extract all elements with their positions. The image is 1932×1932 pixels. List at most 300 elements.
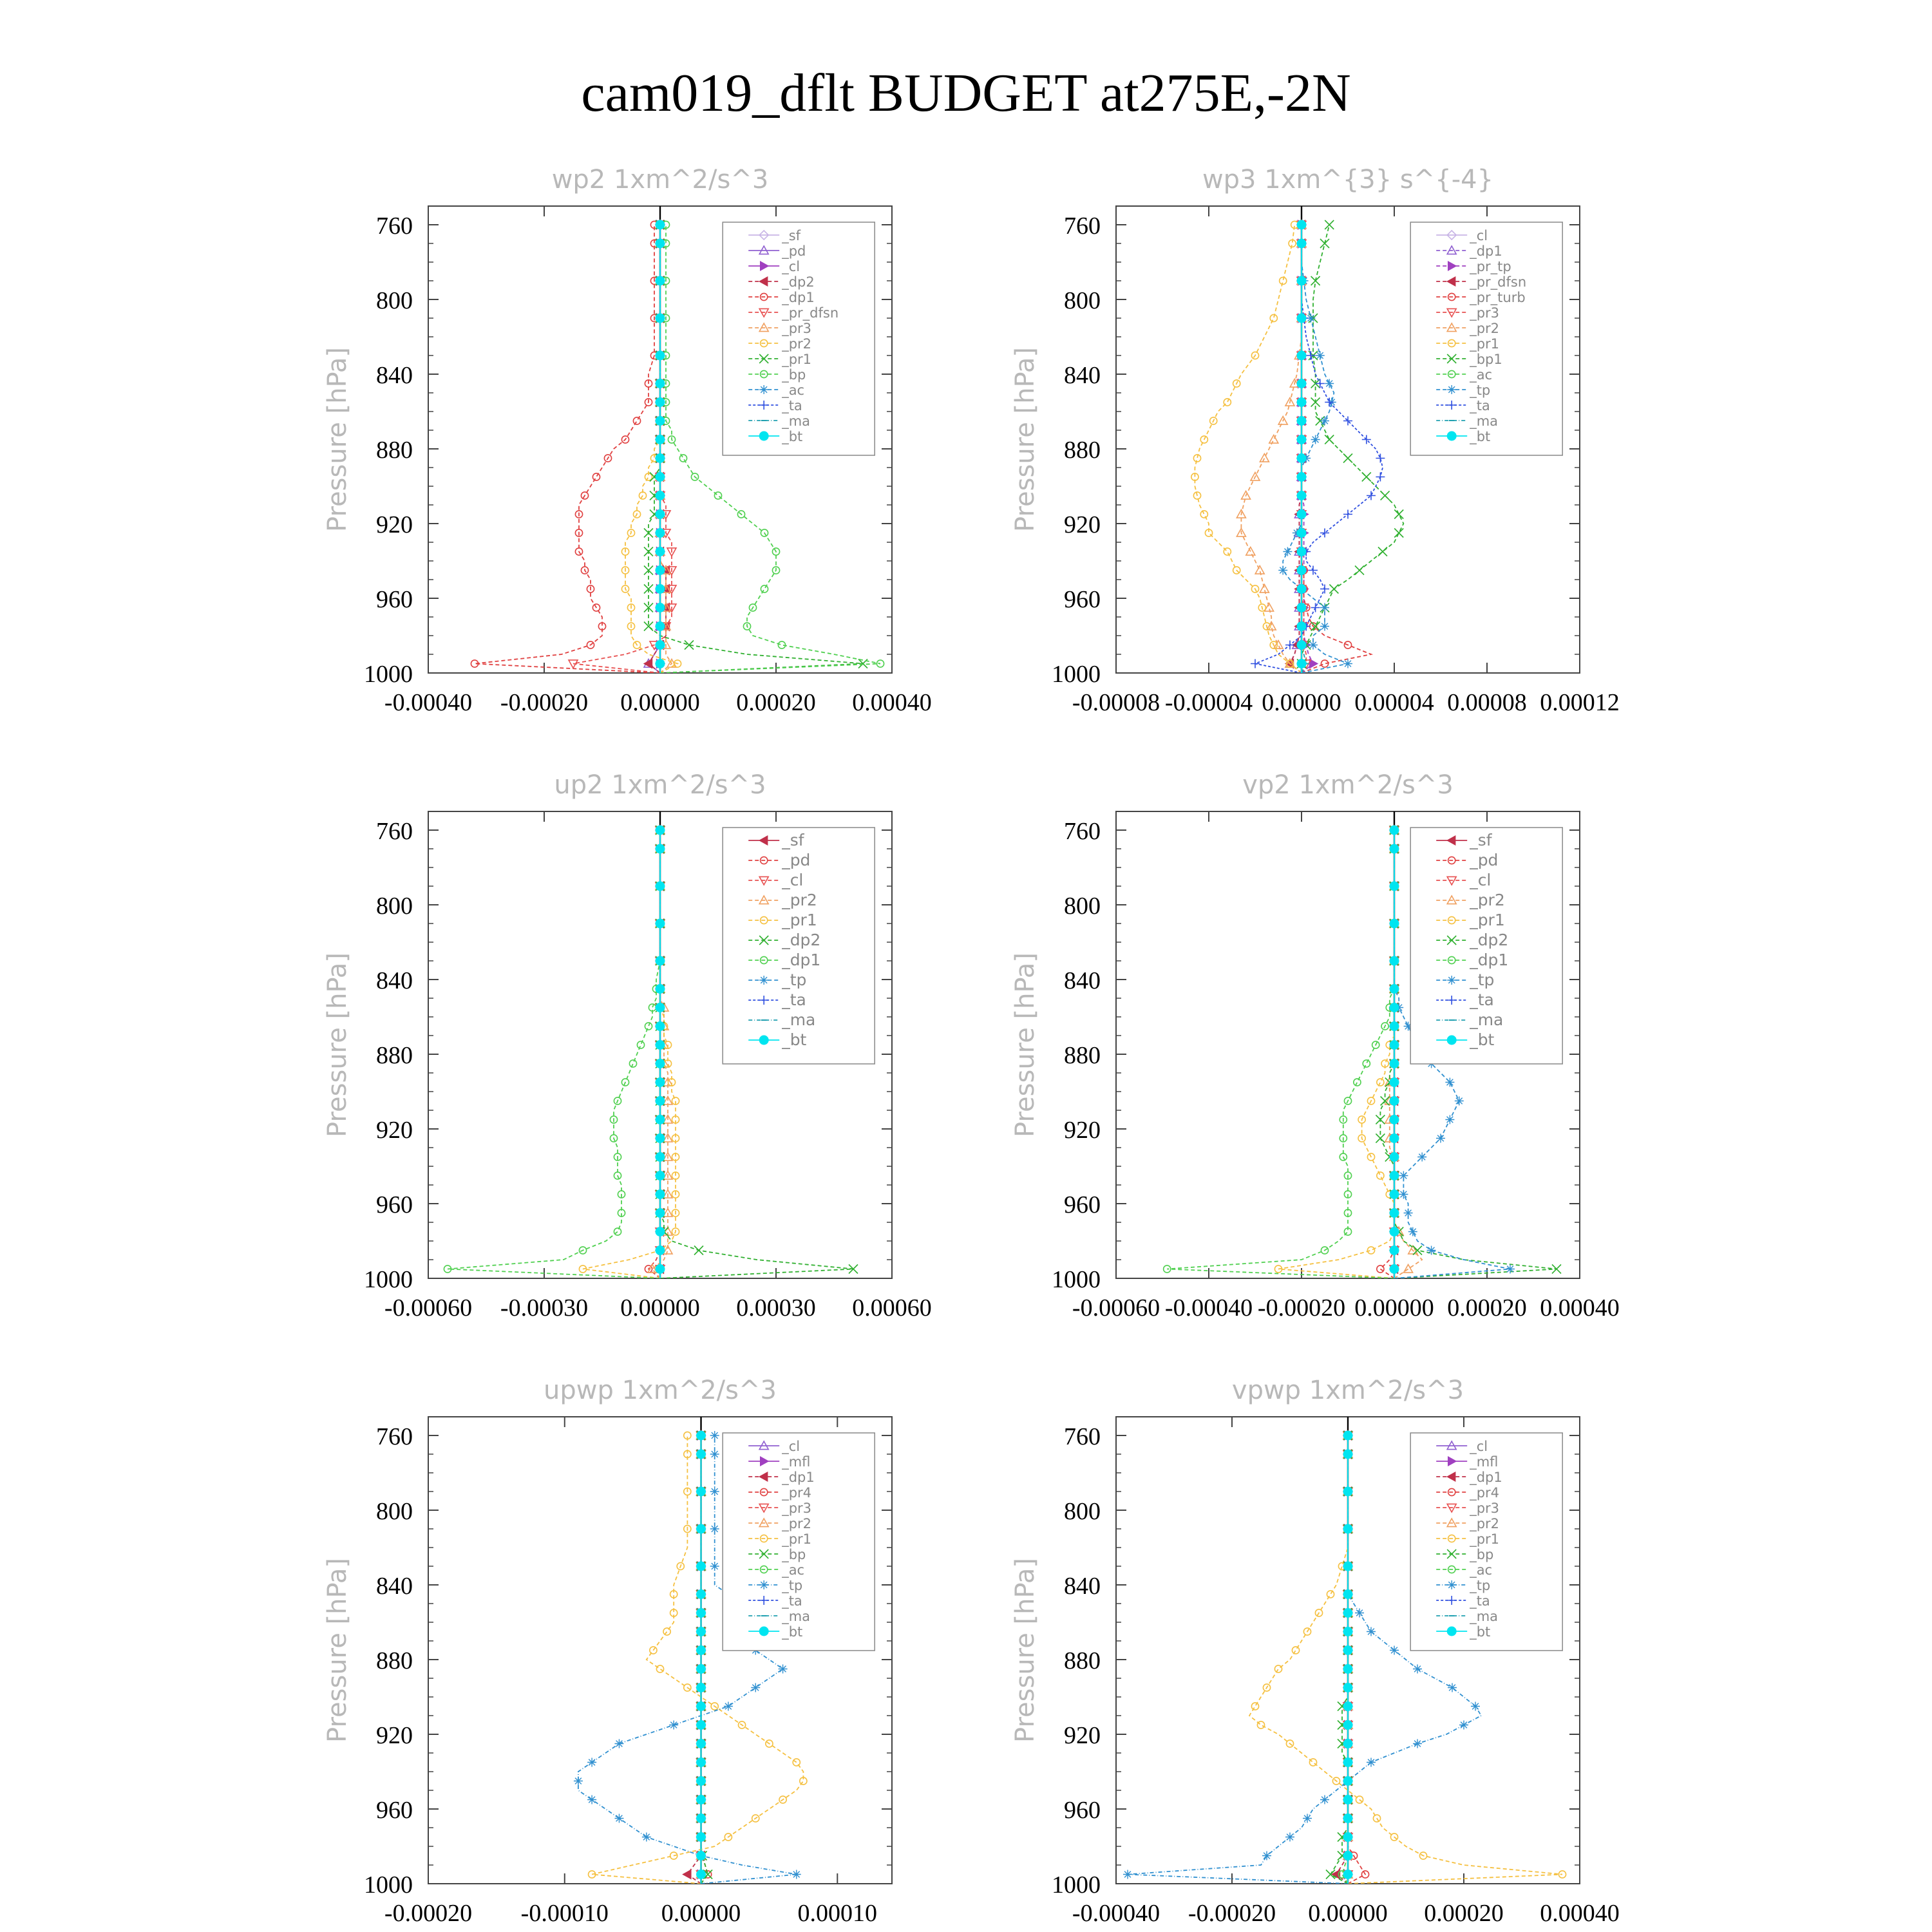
legend-label: _tp [1470,971,1495,989]
legend-label: _ac [1470,367,1493,383]
series-marker-bt [1390,1022,1399,1031]
panel-title: up2 1xm^2/s^3 [554,770,766,800]
series-marker-bt [1343,1721,1352,1730]
series-marker-pr1 [793,1759,800,1766]
series-marker-tp [710,1450,719,1459]
series-marker-bt [1390,1153,1399,1162]
series-marker-bp1 [1325,435,1334,444]
y-tick-label: 880 [376,1042,413,1069]
series-marker-bt [656,622,665,631]
legend-label: _ac [1470,1562,1493,1578]
series-marker-pr1 [1200,511,1208,518]
series-marker-bt [656,379,665,388]
x-tick-label: 0.00000 [620,1294,700,1321]
series-marker-bt [656,844,665,853]
series-marker-bt [656,510,665,519]
series-marker-bt [656,398,665,407]
series-marker-bt [1297,603,1306,612]
series-marker-bt [656,276,665,285]
x-tick-label: -0.00020 [384,1900,473,1927]
x-tick-label: 0.00060 [852,1294,932,1321]
legend-label: _pr2 [782,336,812,352]
series-line-dp1 [448,830,660,1278]
series-marker-tp [1283,547,1292,556]
series-marker-pr1 [656,1665,663,1672]
y-tick-label: 760 [1064,1423,1101,1450]
x-tick-label: 0.00020 [1424,1900,1504,1927]
series-marker-pr1 [644,566,653,575]
y-tick-label: 1000 [1052,661,1101,688]
series-marker-pr1 [644,547,653,556]
series-marker-tp [779,1665,788,1674]
legend-label: _ma [1470,413,1499,429]
series-marker-dp2 [1376,1134,1385,1143]
series-marker-pr1 [1251,1703,1258,1710]
series-marker-bp [714,492,721,499]
series-marker-bp1 [1381,491,1390,500]
series-marker-ta [1316,379,1325,388]
series-marker-tp [1309,641,1318,650]
series-marker-tp [1459,1721,1468,1730]
legend-label: _mfl [782,1454,811,1470]
series-marker-tp [1436,1134,1445,1143]
series-marker-tp [1285,1833,1294,1842]
series-marker-bt [697,1739,706,1748]
legend-label: _pr1 [782,1531,812,1547]
series-marker-bt [656,435,665,444]
legend-label: _tp [782,971,807,989]
y-tick-label: 800 [1064,287,1101,314]
y-tick-label: 760 [1064,818,1101,845]
series-marker-bt [656,566,665,575]
series-marker-bt [656,585,665,594]
x-tick-label: -0.00060 [384,1294,473,1321]
series-marker-bt [697,1777,706,1786]
legend-label: _bt [1470,1624,1491,1640]
series-marker-pr1 [1193,455,1200,462]
series-marker-pr1 [1257,1721,1264,1728]
series-marker-bt [656,417,665,426]
series-marker-tp [1404,1209,1413,1218]
legend-label: _dp1 [1470,951,1509,969]
series-marker-bt [1343,1777,1352,1786]
legend-label: _cl [1470,1439,1488,1454]
series-marker-tp [1399,1190,1408,1199]
series-marker-bt [656,1246,665,1255]
series-marker-tp [614,1739,623,1748]
series-marker-bt [1343,1627,1352,1636]
legend-label: _pd [782,851,811,869]
series-marker-bt [1390,882,1399,891]
series-marker-bt [1390,1003,1399,1012]
series-marker-tp [587,1795,596,1804]
x-tick-label: -0.00010 [520,1900,609,1927]
series-marker-bp1 [1329,585,1338,594]
series-marker-tp [1320,622,1329,631]
legend-label: _sf [782,831,804,849]
y-tick-label: 960 [1064,1191,1101,1218]
x-tick-label: -0.00008 [1072,689,1160,716]
series-marker-dp1 [683,1870,691,1879]
legend-label: _dp1 [782,951,821,969]
series-marker-bt [697,1609,706,1618]
series-marker-tp [1278,566,1287,575]
series-marker-dp1 [637,1041,644,1048]
y-tick-label: 1000 [364,661,413,688]
series-marker-dp2 [1552,1265,1561,1274]
legend-label: _pr3 [1470,305,1500,321]
series-marker-pr1 [1280,277,1287,284]
legend-label: _ma [782,413,811,429]
series-marker-bt [1390,956,1399,965]
series-marker-bt [697,1870,706,1879]
series-marker-tp [1445,1115,1454,1124]
series-marker-bt [1343,1487,1352,1496]
legend-label: _ma [1470,1609,1499,1624]
series-marker-bt [656,547,665,556]
series-marker-bt [1390,1097,1399,1106]
x-tick-label: -0.00020 [1188,1900,1276,1927]
series-marker-tp [710,1524,719,1533]
y-tick-label: 1000 [364,1871,413,1899]
series-marker-pr2 [1269,435,1278,444]
series-marker-pr1 [663,1628,670,1635]
series-marker-dp1 [645,1023,652,1030]
series-marker-pr1 [1292,1647,1299,1654]
series-marker-pr1 [1224,548,1231,555]
series-marker-bt [1343,1450,1352,1459]
x-tick-label: 0.00000 [1354,1294,1434,1321]
legend-label: _cl [1470,871,1492,889]
y-axis-label: Pressure [hPa] [323,952,352,1137]
series-marker-tp [710,1562,719,1571]
series-marker-ta [1376,473,1385,482]
legend-label: _pr2 [782,891,817,909]
series-marker-ta [1362,435,1371,444]
series-marker-pr1 [1327,1591,1334,1598]
y-tick-label: 960 [376,586,413,613]
y-tick-label: 800 [376,1498,413,1525]
legend-label: _pr_dfsn [1470,274,1527,290]
series-marker-bp1 [1311,398,1320,407]
legend-label: _bt [782,429,803,444]
series-marker-bt [697,1852,706,1861]
series-marker-tp [1367,1758,1376,1767]
series-marker-tp [574,1777,583,1786]
series-marker-bt [1390,1134,1399,1143]
legend-marker [1447,431,1456,440]
series-marker-bt [1297,547,1306,556]
y-axis-label: Pressure [hPa] [1010,952,1040,1137]
series-marker-bt [1297,454,1306,463]
series-marker-bt [1343,1739,1352,1748]
legend-label: _tp [1470,383,1491,398]
series-marker-bt [1343,1795,1352,1804]
series-marker-bt [1297,566,1306,575]
x-tick-label: 0.00012 [1540,689,1620,716]
series-marker-tp [1325,379,1334,388]
series-marker-bp1 [1343,454,1352,463]
series-marker-bt [656,1041,665,1050]
series-marker-pr2 [1260,454,1269,462]
series-marker-tp [724,1702,733,1711]
series-marker-tp [1448,1683,1457,1692]
series-marker-bt [1343,1665,1352,1674]
series-marker-tp [1427,1246,1436,1255]
series-marker-bt [1390,1265,1399,1274]
x-tick-label: 0.00010 [797,1900,878,1927]
legend-label: _bp [782,367,806,383]
series-marker-bt [656,220,665,229]
series-marker-bt [656,1227,665,1236]
series-marker-bt [656,1265,665,1274]
series-marker-bt [1343,1524,1352,1533]
legend-label: _tp [1470,1578,1491,1593]
series-marker-bt [1390,1115,1399,1124]
series-marker-bt [697,1721,706,1730]
chart-panel-1 [323,165,932,716]
series-marker-tp [669,1721,678,1730]
legend-label: _pr3 [782,321,812,336]
series-marker-bt [656,826,665,835]
x-tick-label: -0.00020 [1257,1294,1346,1321]
series-line-pr_turb [1302,225,1371,673]
series-marker-bt [1343,1852,1352,1861]
series-marker-bt [697,1814,706,1823]
series-marker-tp [1417,1153,1426,1162]
series-marker-bt [1343,1562,1352,1571]
series-marker-bt [656,1153,665,1162]
legend-label: _cl [782,1439,800,1454]
series-marker-bt [1297,510,1306,519]
legend-label: _mfl [1470,1454,1499,1470]
series-marker-bt [1343,1683,1352,1692]
series-marker-bt [1343,1833,1352,1842]
legend-label: _ta [1470,990,1494,1009]
series-marker-bt [697,1795,706,1804]
series-marker-bt [656,1190,665,1199]
series-marker-bt [1390,1246,1399,1255]
series-marker-tp [1320,603,1329,612]
series-line-ta [1255,225,1383,673]
series-marker-bt [1343,1758,1352,1767]
series-marker-bt [656,1078,665,1087]
legend-label: _dp2 [1470,931,1509,949]
series-marker-bt [656,956,665,965]
x-tick-label: 0.00008 [1447,689,1527,716]
series-marker-ta [1320,529,1329,538]
series-marker-bt [697,1646,706,1655]
legend-marker [759,1036,768,1045]
series-marker-bt [697,1431,706,1440]
x-tick-label: -0.00040 [1072,1900,1160,1927]
series-marker-pr1 [1274,1665,1282,1672]
legend-label: _pr1 [1470,1531,1500,1547]
y-tick-label: 800 [376,287,413,314]
series-marker-tp [1445,1078,1454,1087]
legend-marker [1447,976,1456,985]
legend-label: _ta [1470,398,1490,413]
series-line-pr1 [1195,225,1302,673]
legend-label: _pr_dfsn [782,305,839,321]
series-marker-tp [1399,1171,1408,1180]
series-marker-bt [1390,1190,1399,1199]
y-tick-label: 960 [376,1797,413,1824]
series-marker-bt [1343,1609,1352,1618]
x-tick-label: 0.00020 [1447,1294,1527,1321]
y-tick-label: 800 [376,893,413,920]
legend-label: _bt [782,1624,803,1640]
legend-label: _ac [782,1562,805,1578]
series-marker-bt [697,1683,706,1692]
series-marker-bt [656,491,665,500]
series-marker-bt [1297,379,1306,388]
series-marker-pr1 [1367,1247,1374,1254]
series-marker-tp [1320,1795,1329,1804]
legend-label: _cl [1470,228,1488,243]
series-marker-bt [697,1758,706,1767]
series-marker-ta [1376,454,1385,463]
series-marker-bt [697,1450,706,1459]
series-marker-bp1 [1394,529,1403,538]
y-tick-label: 760 [376,1423,413,1450]
x-tick-label: -0.00020 [500,689,589,716]
series-marker-bt [697,1702,706,1711]
series-marker-bt [697,1665,706,1674]
series-marker-bt [1343,1646,1352,1655]
legend-label: _pr4 [1470,1485,1500,1501]
legend-marker [1447,1627,1456,1636]
series-marker-bt [656,239,665,248]
y-tick-label: 840 [1064,362,1101,389]
y-tick-label: 880 [1064,1042,1101,1069]
y-tick-label: 880 [1064,437,1101,464]
y-tick-label: 800 [1064,1498,1101,1525]
legend-label: _ma [782,1609,811,1624]
series-marker-pr1 [1377,1172,1384,1179]
legend-label: _dp1 [1470,1470,1502,1485]
series-marker-tp [710,1487,719,1496]
y-tick-label: 920 [376,511,413,538]
legend-marker [1447,385,1456,394]
legend-label: _bt [1470,1030,1495,1049]
series-line-dp1 [1167,830,1394,1278]
panel-title: wp2 1xm^2/s^3 [551,165,769,194]
series-marker-tp [1355,1609,1364,1618]
series-marker-bt [656,529,665,538]
chart-panel-6 [1010,1376,1620,1927]
series-marker-bt [1297,659,1306,668]
y-tick-label: 840 [376,1573,413,1600]
legend-label: _bp [782,1547,806,1562]
y-tick-label: 920 [1064,1722,1101,1749]
series-marker-bt [697,1562,706,1571]
series-marker-pd [1377,1265,1384,1273]
series-marker-tp [751,1683,760,1692]
y-tick-label: 920 [1064,511,1101,538]
series-marker-bt [1297,239,1306,248]
y-tick-label: 960 [1064,1797,1101,1824]
panel-title: upwp 1xm^2/s^3 [544,1376,777,1405]
x-tick-label: 0.00000 [620,689,700,716]
series-marker-bt [1390,1227,1399,1236]
legend-label: _pr3 [782,1501,812,1516]
series-marker-tp [1123,1870,1132,1879]
legend-marker [759,1627,768,1636]
series-marker-tp [1471,1702,1480,1711]
series-marker-bt [1390,1078,1399,1087]
legend-label: _pr1 [1470,911,1505,929]
series-marker-dp1 [633,417,640,424]
legend-label: _ac [782,383,805,398]
series-marker-bt [1297,351,1306,360]
series-marker-bt [1297,220,1306,229]
series-marker-bt [1297,641,1306,650]
series-marker-dp1 [1363,1060,1370,1067]
x-tick-label: -0.00040 [384,689,473,716]
series-marker-tp [792,1870,801,1879]
series-marker-pr1 [1377,1079,1384,1086]
series-marker-ta [1367,491,1376,500]
series-marker-bt [656,473,665,482]
x-tick-label: 0.00000 [661,1900,741,1927]
series-marker-bt [1297,622,1306,631]
series-marker-bt [656,1115,665,1124]
series-marker-bt [697,1524,706,1533]
series-marker-bp1 [1378,547,1387,556]
series-marker-ta [1343,417,1352,426]
x-tick-label: -0.00060 [1072,1294,1160,1321]
series-marker-bt [1390,844,1399,853]
series-marker-bp1 [1320,239,1329,248]
x-tick-label: 0.00040 [1540,1900,1620,1927]
series-marker-bt [1390,1171,1399,1180]
series-marker-tp [1262,1852,1271,1861]
series-group [1191,220,1404,673]
series-marker-bt [1343,1431,1352,1440]
series-marker-tp [1320,417,1329,426]
series-marker-pr1 [1309,1759,1316,1766]
x-tick-label: 0.00000 [1262,689,1341,716]
series-marker-bt [1297,398,1306,407]
legend-label: _ma [1470,1010,1504,1029]
panel-title: wp3 1xm^{3} s^{-4} [1202,165,1494,194]
legend-label: _bt [782,1030,807,1049]
series-marker-bt [1297,276,1306,285]
series-marker-bt [1390,1059,1399,1068]
series-marker-bt [656,1171,665,1180]
legend-label: _pr1 [782,911,817,929]
series-marker-tp [1390,1646,1399,1655]
series-marker-bt [1343,1814,1352,1823]
series-marker-pr1 [644,529,653,538]
x-tick-label: -0.00004 [1164,689,1253,716]
series-marker-dp1 [592,473,600,480]
series-marker-bp [761,585,768,592]
legend-label: _dp1 [782,1470,815,1485]
y-tick-label: 760 [1064,213,1101,240]
series-marker-bt [1297,417,1306,426]
series-marker-dp1 [629,1060,636,1067]
series-marker-bt [1390,1041,1399,1050]
x-tick-label: 0.00000 [1308,1900,1388,1927]
series-marker-bt [656,659,665,668]
series-marker-bt [1390,1209,1399,1218]
legend-label: _pr2 [1470,891,1505,909]
series-marker-bt [656,1134,665,1143]
legend-label: _pr_turb [1470,290,1526,305]
series-marker-tp [1343,659,1352,668]
